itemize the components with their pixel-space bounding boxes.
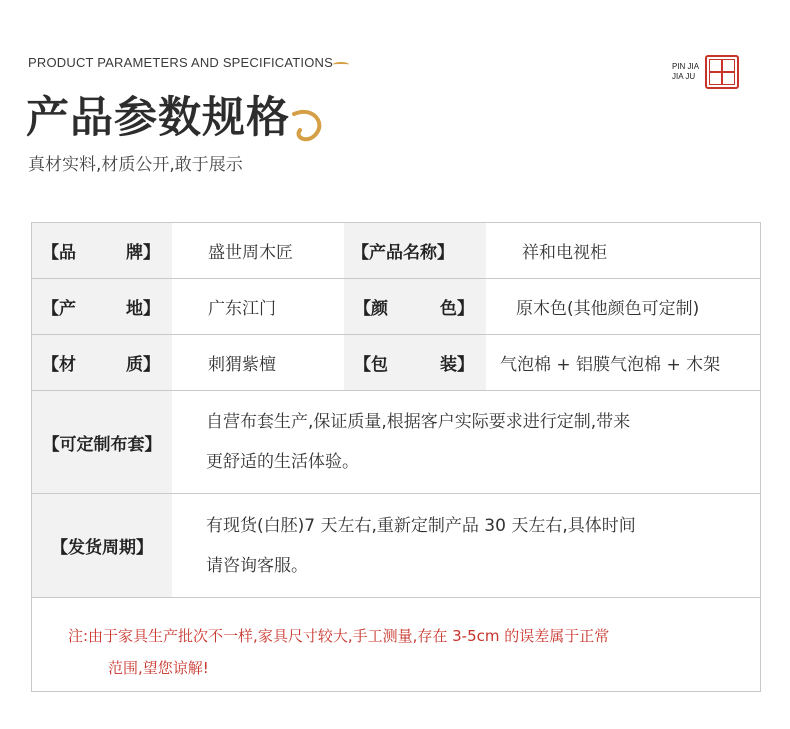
value-brand: 盛世周木匠 [208, 243, 293, 263]
label-packaging-b: 装】 [440, 355, 474, 375]
disclaimer-note [68, 620, 748, 684]
value-material: 刺猬紫檀 [208, 355, 276, 375]
label-color-a: 【颜 [354, 299, 388, 319]
brand-line-2: JIA JU [672, 72, 696, 81]
label-origin-b: 地】 [126, 299, 160, 319]
custom-line-2: 更舒适的生活体验。 [206, 452, 359, 472]
label-custom: 【可定制布套】 [32, 391, 172, 493]
custom-line-1: 自营布套生产,保证质量,根据客户实际要求进行定制,带来 [206, 412, 631, 432]
note-line-1: 注:由于家具生产批次不一样,家具尺寸较大,手工测量,存在 3-5cm 的误差属于正常 [68, 627, 610, 645]
brand-line-1: PIN JIA [672, 62, 700, 71]
spec-row-shipping [32, 494, 760, 598]
spec-table [31, 222, 761, 692]
shipping-line-2: 请咨询客服。 [206, 556, 308, 576]
value-color: 原木色(其他颜色可定制) [516, 299, 700, 319]
label-material-b: 质】 [126, 355, 160, 375]
accent-line [333, 62, 349, 67]
spec-row-material [32, 335, 760, 391]
note-line-2: 范围,望您谅解! [108, 659, 209, 677]
label-shipping: 【发货周期】 [32, 494, 172, 597]
label-brand-a: 【品 [42, 243, 76, 263]
value-packaging: 气泡棉 + 铝膜气泡棉 + 木架 [500, 355, 721, 375]
swirl-icon [286, 108, 328, 146]
spec-row-custom [32, 391, 760, 494]
value-origin: 广东江门 [208, 299, 276, 319]
label-material-a: 【材 [42, 355, 76, 375]
value-product-name: 祥和电视柜 [522, 243, 607, 263]
label-packaging-a: 【包 [354, 355, 388, 375]
label-product-name: 【产品名称】 [344, 223, 486, 278]
seal-icon [705, 55, 739, 89]
tagline: 真材实料,材质公开,敢于展示 [28, 155, 243, 175]
spec-row-origin [32, 279, 760, 335]
label-color-b: 色】 [440, 299, 474, 319]
page-title: 产品参数规格 [26, 93, 290, 143]
shipping-line-1: 有现货(白胚)7 天左右,重新定制产品 30 天左右,具体时间 [206, 516, 636, 536]
spec-row-brand [32, 223, 760, 279]
label-brand-b: 牌】 [126, 243, 160, 263]
brand-logo [672, 55, 739, 89]
subtitle-en: PRODUCT PARAMETERS AND SPECIFICATIONS [28, 55, 333, 70]
label-origin-a: 【产 [42, 299, 76, 319]
